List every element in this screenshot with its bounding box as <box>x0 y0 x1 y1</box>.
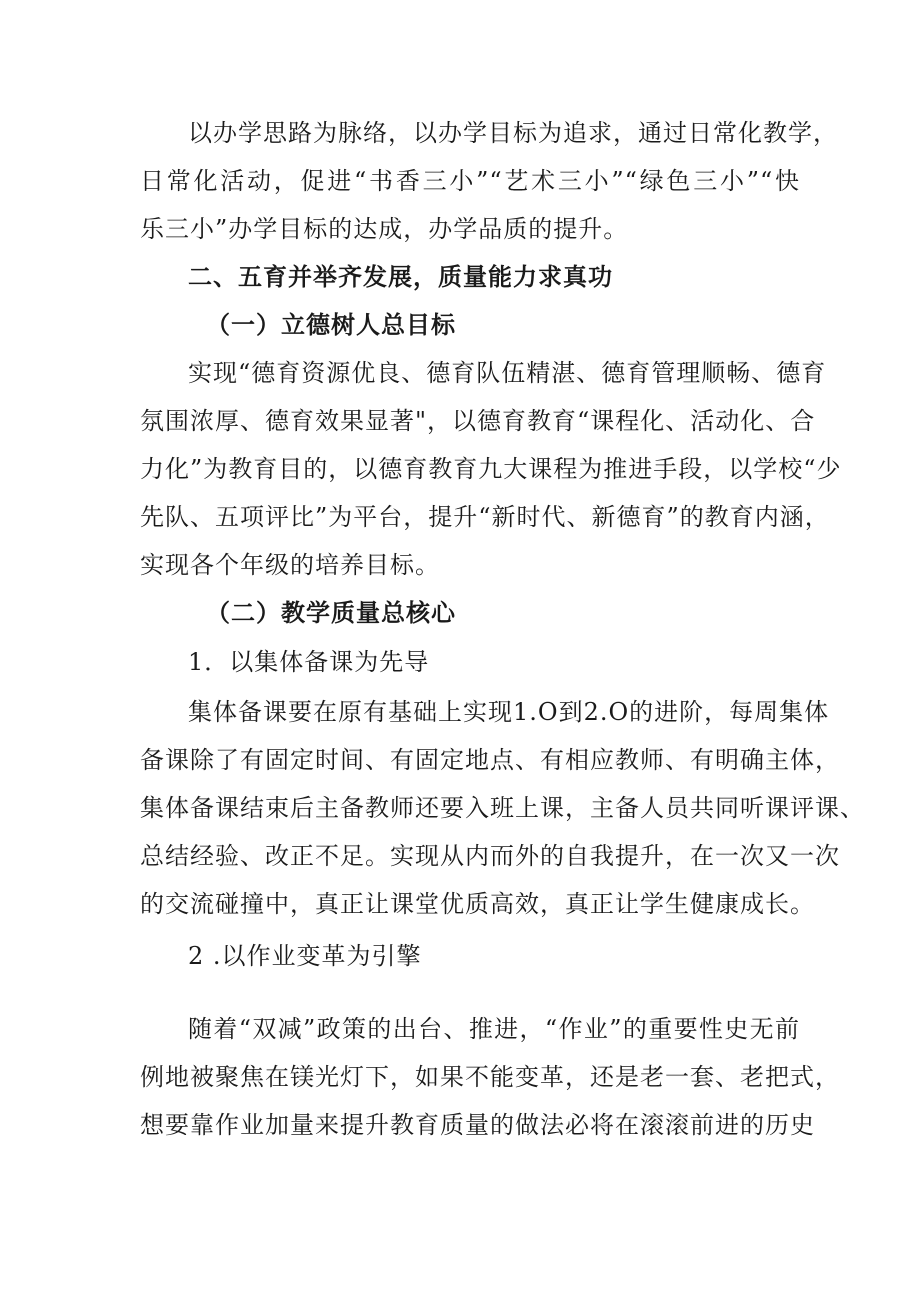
paragraph-line: 集体备课要在原有基础上实现1.O到2.O的进阶，每周集体 <box>188 698 830 726</box>
list-item-heading: 1．以集体备课为先导 <box>188 648 430 676</box>
section-heading: 二、五育并举齐发展，质量能力求真功 <box>188 262 613 291</box>
paragraph-line: 氛围浓厚、德育效果显著"，以德育教育“课程化、活动化、合 <box>140 407 816 435</box>
paragraph-line: 想要靠作业加量来提升教育质量的做法必将在滚滚前进的历史 <box>140 1111 815 1139</box>
paragraph-line: 的交流碰撞中，真正让课堂优质高效，真正让学生健康成长。 <box>140 890 815 918</box>
paragraph-line: 例地被聚焦在镁光灯下，如果不能变革，还是老一套、老把式， <box>140 1063 840 1091</box>
paragraph-line: 随着“双减”政策的出台、推进，“作业”的重要性史无前 <box>188 1015 800 1043</box>
subsection-heading: （一）立德树人总目标 <box>206 310 456 339</box>
paragraph-line: 以办学思路为脉络，以办学目标为追求，通过日常化教学， <box>188 119 838 147</box>
paragraph-line: 集体备课结束后主备教师还要入班上课，主备人员共同听课评课、 <box>140 794 865 822</box>
paragraph-line: 先队、五项评比”为平台，提升“新时代、新德育”的教育内涵， <box>140 503 830 531</box>
paragraph-line: 乐三小”办学目标的达成，办学品质的提升。 <box>140 215 629 243</box>
paragraph-line: 力化”为教育目的，以德育教育九大课程为推进手段，以学校“少 <box>140 455 842 483</box>
paragraph-line: 备课除了有固定时间、有固定地点、有相应教师、有明确主体， <box>140 746 840 774</box>
paragraph-line: 总结经验、改正不足。实现从内而外的自我提升，在一次又一次 <box>140 842 840 870</box>
paragraph-line: 实现“德育资源优良、德育队伍精湛、德育管理顺畅、德育 <box>188 359 827 387</box>
list-item-heading: 2 .以作业变革为引擎 <box>188 942 422 970</box>
subsection-heading: （二）教学质量总核心 <box>206 598 456 627</box>
paragraph-line: 日常化活动，促进“书香三小”“艺术三小”“绿色三小”“快 <box>140 167 800 195</box>
paragraph-line: 实现各个年级的培养目标。 <box>140 551 440 579</box>
